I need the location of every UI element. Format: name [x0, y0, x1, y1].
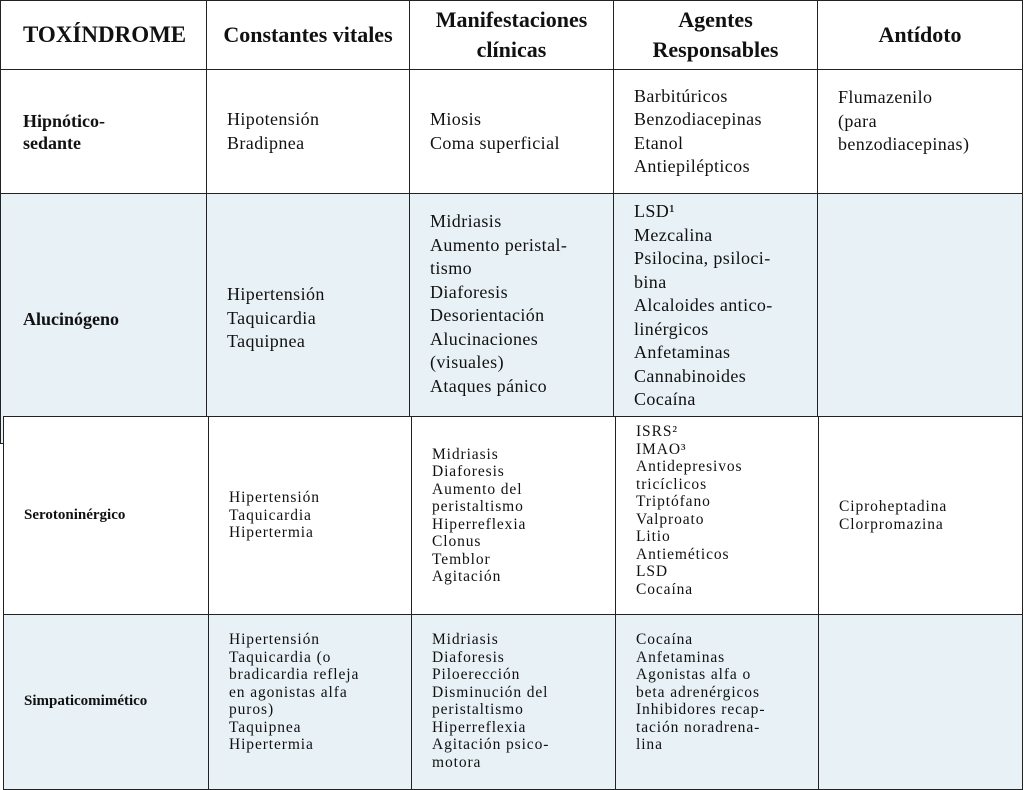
- manifestations-cell: [412, 615, 616, 790]
- cell-line: Psilocina, psiloci-: [634, 248, 771, 268]
- antidote-cell: [818, 70, 1023, 194]
- cell-line: Antidepresivos: [636, 458, 743, 475]
- cell-line: Antiepilépticos: [634, 156, 750, 176]
- antidote-cell: [818, 194, 1023, 444]
- cell-line: Taquipnea: [229, 718, 302, 736]
- cell-line: bradicardia refleja: [229, 666, 360, 683]
- cell-line: Serotoninérgico: [24, 506, 126, 523]
- cell-line: bina: [634, 271, 667, 292]
- cell-line: Agitación: [432, 568, 502, 585]
- cell-line: Cocaína: [636, 580, 694, 598]
- cell-line: (para: [838, 110, 877, 131]
- vital-signs-cell: [209, 615, 412, 790]
- cell-line: Taquicardia (o: [229, 648, 332, 666]
- cell-line: Diaforesis: [432, 463, 505, 480]
- cell-line: Alucinaciones: [430, 328, 539, 349]
- cell-line: Midriasis: [430, 211, 502, 231]
- cell-line: Agonistas alfa o: [636, 666, 752, 683]
- cell-line: Benzodiacepinas: [634, 109, 762, 129]
- antidote-cell: [819, 615, 1023, 790]
- table-row: [1, 194, 1023, 444]
- vital-signs-cell: [207, 70, 410, 194]
- cell-line: LSD: [636, 563, 668, 580]
- header-vital-signs: Constantes vitales: [207, 1, 410, 70]
- toxidrome-name: [1, 70, 207, 194]
- cell-line: Alucinógeno: [23, 308, 120, 329]
- cell-line: Cocaína: [636, 631, 694, 648]
- manifestations-cell: [412, 417, 616, 615]
- cell-line: Clonus: [432, 533, 482, 550]
- cell-line: Hiperreflexia: [432, 718, 527, 736]
- cell-line: Hipertensión: [229, 489, 320, 507]
- cell-line: ISRS²: [636, 423, 678, 440]
- vital-signs-cell: [207, 194, 410, 444]
- manifestations-cell: [410, 194, 614, 444]
- cell-line: Cannabinoides: [634, 365, 747, 386]
- cell-line: Barbitúricos: [634, 85, 728, 106]
- cell-line: Piloerección: [432, 666, 521, 683]
- toxidrome-name: [4, 417, 209, 615]
- cell-line: Agitación psico-: [432, 736, 550, 753]
- cell-line: Inhibidores recap-: [636, 701, 766, 718]
- cell-line: lina: [636, 736, 663, 753]
- header-clinical-manifestations: Manifestaciones clínicas: [410, 1, 614, 70]
- cell-line: Flumazenilo: [838, 87, 933, 107]
- cell-line: Triptófano: [636, 493, 711, 510]
- cell-line: Simpaticomimético: [24, 693, 148, 710]
- cell-line: Hipertermia: [229, 524, 314, 542]
- vital-signs-cell: [209, 417, 412, 615]
- agents-cell: [616, 417, 819, 615]
- cell-line: en agonistas alfa: [229, 683, 348, 701]
- cell-line: tación noradrena-: [636, 718, 761, 736]
- cell-line: peristaltismo: [432, 498, 524, 515]
- cell-line: Anfetaminas: [634, 342, 731, 362]
- cell-line: Alcaloides antico-: [634, 295, 773, 315]
- cell-line: Disminución del: [432, 683, 549, 701]
- toxidrome-name: [1, 194, 207, 444]
- cell-line: Ciproheptadina: [839, 498, 948, 515]
- cell-line: Taquicardia: [229, 506, 312, 524]
- table-row: [1, 70, 1023, 194]
- cell-line: Taquicardia: [227, 307, 317, 328]
- cell-line: tricíclicos: [636, 475, 708, 493]
- cell-line: puros): [229, 701, 275, 718]
- cell-line: Hipertermia: [229, 736, 314, 753]
- header-row: [1, 1, 1023, 70]
- antidote-cell: [819, 417, 1023, 615]
- cell-line: Midriasis: [432, 445, 499, 463]
- manifestations-cell: [410, 70, 614, 194]
- agents-cell: [616, 615, 819, 790]
- cell-line: LSD¹: [634, 201, 676, 221]
- cell-line: benzodiacepinas): [838, 134, 970, 154]
- cell-line: Bradipnea: [227, 132, 305, 153]
- cell-line: Anfetaminas: [636, 648, 726, 666]
- cell-line: Temblor: [432, 550, 491, 568]
- cell-line: Cocaína: [634, 389, 696, 409]
- cell-line: Antieméticos: [636, 545, 730, 563]
- cell-line: Aumento del: [432, 480, 523, 498]
- cell-line: IMAO³: [636, 440, 687, 458]
- cell-line: Hipnótico-: [23, 110, 106, 131]
- cell-line: beta adrenérgicos: [636, 683, 760, 701]
- toxidrome-name: [4, 615, 209, 790]
- cell-line: Litio: [636, 528, 671, 545]
- cell-line: Ataques pánico: [430, 375, 548, 396]
- cell-line: sedante: [23, 132, 81, 153]
- cell-line: (visuales): [430, 352, 504, 372]
- header-toxidrome: TOXÍNDROME: [1, 1, 207, 70]
- header-responsible-agents: Agentes Responsables: [614, 1, 818, 70]
- cell-line: Hipertensión: [227, 284, 325, 305]
- cell-line: Mezcalina: [634, 224, 713, 245]
- table-row: [4, 417, 1023, 615]
- cell-line: tismo: [430, 258, 473, 278]
- cell-line: peristaltismo: [432, 701, 524, 718]
- cell-line: Clorpromazina: [839, 515, 944, 533]
- agents-cell: [614, 194, 818, 444]
- cell-line: Hipertensión: [229, 631, 320, 648]
- cell-line: Midriasis: [432, 631, 499, 648]
- cell-line: Diaforesis: [430, 281, 508, 302]
- agents-cell: [614, 70, 818, 194]
- table-row: [4, 615, 1023, 790]
- cell-line: Aumento peristal-: [430, 234, 568, 255]
- toxidrome-table-bottom: [3, 416, 1023, 790]
- cell-line: Valproato: [636, 510, 705, 528]
- cell-line: Hiperreflexia: [432, 515, 527, 533]
- cell-line: Miosis: [430, 109, 482, 129]
- header-antidote: Antídoto: [818, 1, 1023, 70]
- cell-line: Taquipnea: [227, 331, 306, 352]
- cell-line: Hipotensión: [227, 109, 320, 129]
- cell-line: linérgicos: [634, 318, 709, 339]
- cell-line: Desorientación: [430, 305, 545, 325]
- cell-line: Etanol: [634, 132, 684, 153]
- cell-line: Coma superficial: [430, 132, 560, 153]
- cell-line: Diaforesis: [432, 648, 505, 666]
- cell-line: motora: [432, 753, 482, 771]
